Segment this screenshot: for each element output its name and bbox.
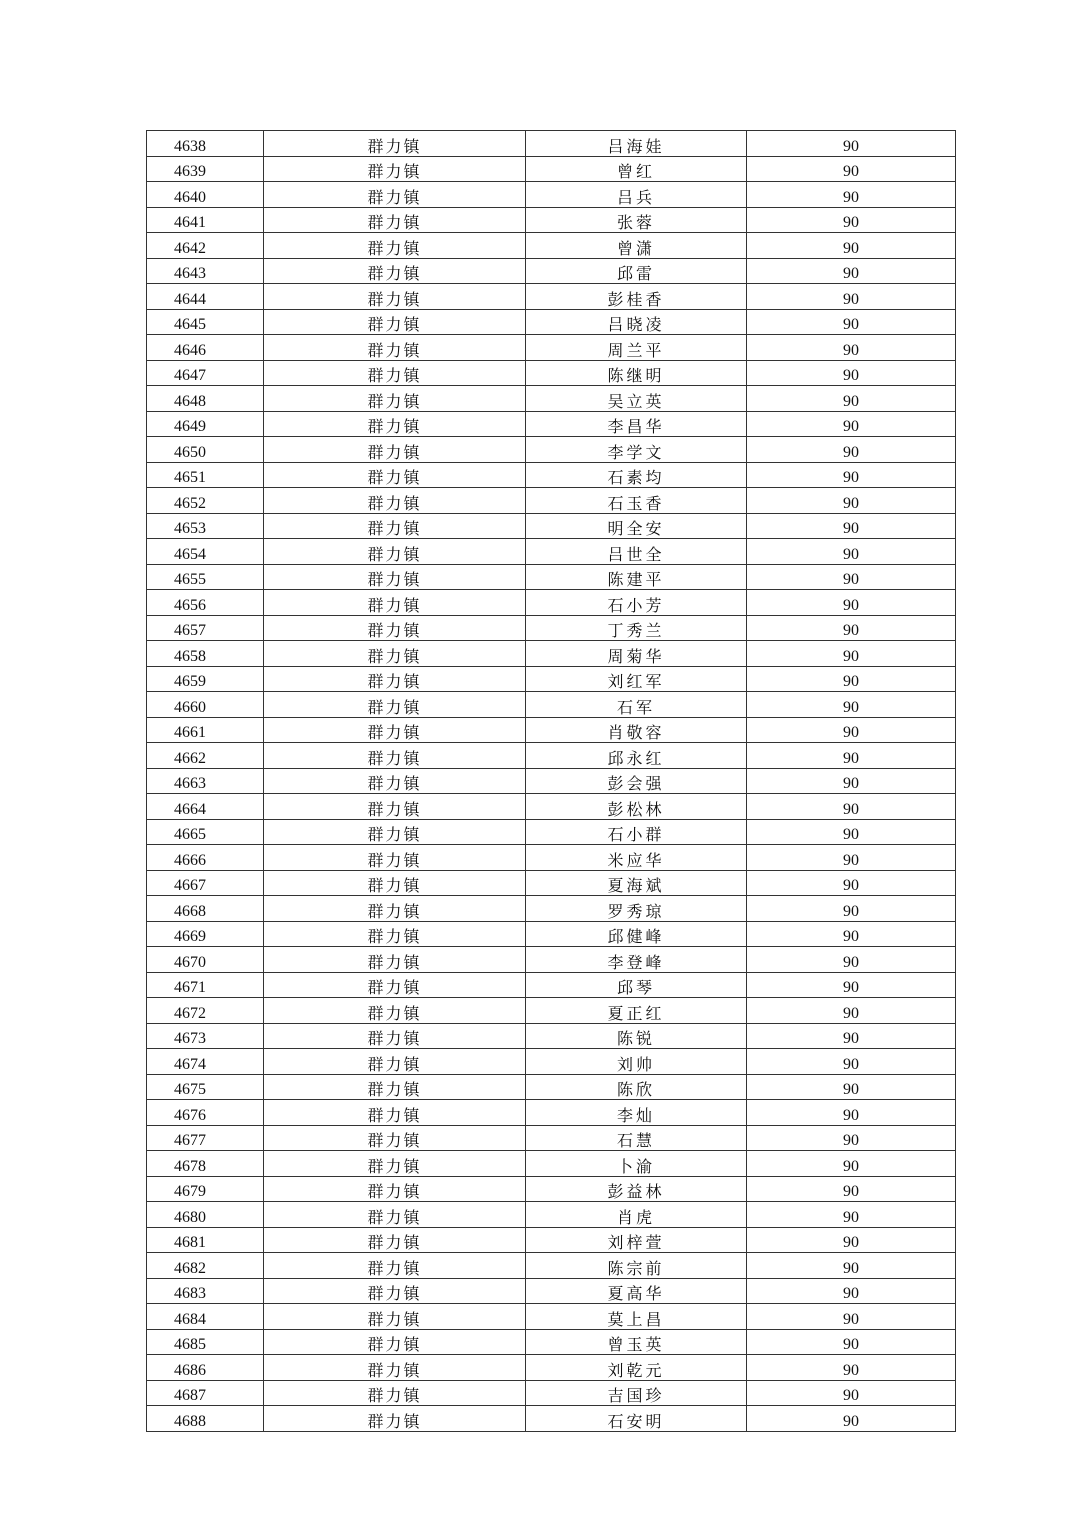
row-number-cell: 4678 — [147, 1151, 264, 1177]
score-cell: 90 — [747, 1023, 956, 1049]
town-cell: 群力镇 — [264, 1304, 526, 1330]
table-row — [147, 1023, 956, 1049]
person-name-cell: 石小群 — [526, 819, 747, 845]
row-number-cell: 4675 — [147, 1074, 264, 1100]
person-name-cell: 米应华 — [526, 845, 747, 871]
row-number-cell: 4686 — [147, 1355, 264, 1381]
person-name-cell: 李学文 — [526, 437, 747, 463]
row-number-cell: 4665 — [147, 819, 264, 845]
score-cell: 90 — [747, 641, 956, 667]
row-number-cell: 4684 — [147, 1304, 264, 1330]
table-row — [147, 768, 956, 794]
score-cell: 90 — [747, 1355, 956, 1381]
person-name-cell: 吴立英 — [526, 386, 747, 412]
row-number-cell: 4685 — [147, 1329, 264, 1355]
row-number-cell: 4669 — [147, 921, 264, 947]
score-cell: 90 — [747, 896, 956, 922]
person-name-cell: 张蓉 — [526, 207, 747, 233]
person-name-cell: 肖敬容 — [526, 717, 747, 743]
town-cell: 群力镇 — [264, 1380, 526, 1406]
person-name-cell: 石安明 — [526, 1406, 747, 1432]
table-row — [147, 386, 956, 412]
town-cell: 群力镇 — [264, 845, 526, 871]
person-name-cell: 石小芳 — [526, 590, 747, 616]
town-cell: 群力镇 — [264, 641, 526, 667]
town-cell: 群力镇 — [264, 1176, 526, 1202]
score-cell: 90 — [747, 692, 956, 718]
row-number-cell: 4654 — [147, 539, 264, 565]
table-row — [147, 896, 956, 922]
town-cell: 群力镇 — [264, 437, 526, 463]
person-name-cell: 曾潇 — [526, 233, 747, 259]
town-cell: 群力镇 — [264, 947, 526, 973]
table-row — [147, 462, 956, 488]
town-cell: 群力镇 — [264, 1125, 526, 1151]
score-cell: 90 — [747, 335, 956, 361]
town-cell: 群力镇 — [264, 972, 526, 998]
table-row — [147, 309, 956, 335]
score-cell: 90 — [747, 768, 956, 794]
table-row — [147, 335, 956, 361]
score-cell: 90 — [747, 309, 956, 335]
town-cell: 群力镇 — [264, 207, 526, 233]
person-name-cell: 夏高华 — [526, 1278, 747, 1304]
person-name-cell: 彭会强 — [526, 768, 747, 794]
score-cell: 90 — [747, 743, 956, 769]
person-name-cell: 明全安 — [526, 513, 747, 539]
town-cell: 群力镇 — [264, 870, 526, 896]
score-cell: 90 — [747, 615, 956, 641]
person-name-cell: 吉国珍 — [526, 1380, 747, 1406]
table-row — [147, 1074, 956, 1100]
town-cell: 群力镇 — [264, 794, 526, 820]
person-name-cell: 莫上昌 — [526, 1304, 747, 1330]
row-number-cell: 4651 — [147, 462, 264, 488]
row-number-cell: 4672 — [147, 998, 264, 1024]
score-cell: 90 — [747, 258, 956, 284]
row-number-cell: 4676 — [147, 1100, 264, 1126]
person-name-cell: 夏海斌 — [526, 870, 747, 896]
town-cell: 群力镇 — [264, 360, 526, 386]
row-number-cell: 4655 — [147, 564, 264, 590]
score-cell: 90 — [747, 564, 956, 590]
row-number-cell: 4680 — [147, 1202, 264, 1228]
row-number-cell: 4682 — [147, 1253, 264, 1279]
town-cell: 群力镇 — [264, 258, 526, 284]
town-cell: 群力镇 — [264, 182, 526, 208]
row-number-cell: 4642 — [147, 233, 264, 259]
table-row — [147, 1125, 956, 1151]
town-cell: 群力镇 — [264, 386, 526, 412]
score-cell: 90 — [747, 360, 956, 386]
table-row — [147, 717, 956, 743]
person-name-cell: 刘红军 — [526, 666, 747, 692]
roster-table-body — [147, 131, 956, 1432]
table-row — [147, 921, 956, 947]
table-row — [147, 182, 956, 208]
table-row — [147, 207, 956, 233]
table-row — [147, 539, 956, 565]
person-name-cell: 刘乾元 — [526, 1355, 747, 1381]
score-cell: 90 — [747, 462, 956, 488]
row-number-cell: 4679 — [147, 1176, 264, 1202]
table-row — [147, 819, 956, 845]
score-cell: 90 — [747, 386, 956, 412]
row-number-cell: 4673 — [147, 1023, 264, 1049]
table-row — [147, 845, 956, 871]
person-name-cell: 李灿 — [526, 1100, 747, 1126]
person-name-cell: 邱雷 — [526, 258, 747, 284]
town-cell: 群力镇 — [264, 921, 526, 947]
row-number-cell: 4687 — [147, 1380, 264, 1406]
table-row — [147, 972, 956, 998]
row-number-cell: 4638 — [147, 131, 264, 157]
row-number-cell: 4643 — [147, 258, 264, 284]
town-cell: 群力镇 — [264, 233, 526, 259]
score-cell: 90 — [747, 131, 956, 157]
score-cell: 90 — [747, 1176, 956, 1202]
person-name-cell: 吕兵 — [526, 182, 747, 208]
table-row — [147, 513, 956, 539]
score-cell: 90 — [747, 284, 956, 310]
town-cell: 群力镇 — [264, 666, 526, 692]
person-name-cell: 石玉香 — [526, 488, 747, 514]
row-number-cell: 4658 — [147, 641, 264, 667]
table-row — [147, 233, 956, 259]
score-cell: 90 — [747, 1380, 956, 1406]
town-cell: 群力镇 — [264, 743, 526, 769]
score-cell: 90 — [747, 717, 956, 743]
town-cell: 群力镇 — [264, 1151, 526, 1177]
row-number-cell: 4645 — [147, 309, 264, 335]
row-number-cell: 4664 — [147, 794, 264, 820]
score-cell: 90 — [747, 845, 956, 871]
person-name-cell: 李登峰 — [526, 947, 747, 973]
town-cell: 群力镇 — [264, 1278, 526, 1304]
score-cell: 90 — [747, 411, 956, 437]
score-cell: 90 — [747, 233, 956, 259]
row-number-cell: 4647 — [147, 360, 264, 386]
row-number-cell: 4646 — [147, 335, 264, 361]
town-cell: 群力镇 — [264, 131, 526, 157]
person-name-cell: 刘帅 — [526, 1049, 747, 1075]
table-row — [147, 437, 956, 463]
person-name-cell: 陈继明 — [526, 360, 747, 386]
person-name-cell: 邱健峰 — [526, 921, 747, 947]
town-cell: 群力镇 — [264, 1355, 526, 1381]
person-name-cell: 吕世全 — [526, 539, 747, 565]
row-number-cell: 4639 — [147, 156, 264, 182]
table-row — [147, 998, 956, 1024]
score-cell: 90 — [747, 666, 956, 692]
town-cell: 群力镇 — [264, 692, 526, 718]
table-row — [147, 284, 956, 310]
table-row — [147, 411, 956, 437]
score-cell: 90 — [747, 1049, 956, 1075]
table-row — [147, 1380, 956, 1406]
town-cell: 群力镇 — [264, 896, 526, 922]
table-row — [147, 1278, 956, 1304]
row-number-cell: 4648 — [147, 386, 264, 412]
town-cell: 群力镇 — [264, 819, 526, 845]
town-cell: 群力镇 — [264, 284, 526, 310]
table-row — [147, 615, 956, 641]
person-name-cell: 李昌华 — [526, 411, 747, 437]
table-row — [147, 1151, 956, 1177]
table-row — [147, 488, 956, 514]
row-number-cell: 4640 — [147, 182, 264, 208]
table-row — [147, 666, 956, 692]
person-name-cell: 邱永红 — [526, 743, 747, 769]
score-cell: 90 — [747, 182, 956, 208]
row-number-cell: 4659 — [147, 666, 264, 692]
row-number-cell: 4674 — [147, 1049, 264, 1075]
town-cell: 群力镇 — [264, 1227, 526, 1253]
town-cell: 群力镇 — [264, 1100, 526, 1126]
row-number-cell: 4663 — [147, 768, 264, 794]
person-name-cell: 曾红 — [526, 156, 747, 182]
person-name-cell: 彭松林 — [526, 794, 747, 820]
table-row — [147, 156, 956, 182]
row-number-cell: 4688 — [147, 1406, 264, 1432]
table-row — [147, 743, 956, 769]
person-name-cell: 丁秀兰 — [526, 615, 747, 641]
row-number-cell: 4683 — [147, 1278, 264, 1304]
table-row — [147, 1202, 956, 1228]
person-name-cell: 夏正红 — [526, 998, 747, 1024]
town-cell: 群力镇 — [264, 1406, 526, 1432]
person-name-cell: 肖虎 — [526, 1202, 747, 1228]
town-cell: 群力镇 — [264, 1049, 526, 1075]
row-number-cell: 4661 — [147, 717, 264, 743]
person-name-cell: 吕晓凌 — [526, 309, 747, 335]
score-cell: 90 — [747, 156, 956, 182]
score-cell: 90 — [747, 488, 956, 514]
score-cell: 90 — [747, 1304, 956, 1330]
score-cell: 90 — [747, 819, 956, 845]
row-number-cell: 4656 — [147, 590, 264, 616]
town-cell: 群力镇 — [264, 462, 526, 488]
town-cell: 群力镇 — [264, 768, 526, 794]
person-name-cell: 陈建平 — [526, 564, 747, 590]
table-row — [147, 1100, 956, 1126]
row-number-cell: 4670 — [147, 947, 264, 973]
town-cell: 群力镇 — [264, 1329, 526, 1355]
table-row — [147, 1406, 956, 1432]
score-cell: 90 — [747, 947, 956, 973]
town-cell: 群力镇 — [264, 998, 526, 1024]
table-row — [147, 1355, 956, 1381]
row-number-cell: 4652 — [147, 488, 264, 514]
row-number-cell: 4650 — [147, 437, 264, 463]
row-number-cell: 4657 — [147, 615, 264, 641]
score-cell: 90 — [747, 1202, 956, 1228]
score-cell: 90 — [747, 539, 956, 565]
person-name-cell: 陈欣 — [526, 1074, 747, 1100]
score-cell: 90 — [747, 870, 956, 896]
row-number-cell: 4649 — [147, 411, 264, 437]
table-row — [147, 1049, 956, 1075]
row-number-cell: 4660 — [147, 692, 264, 718]
score-cell: 90 — [747, 437, 956, 463]
score-cell: 90 — [747, 1100, 956, 1126]
score-cell: 90 — [747, 972, 956, 998]
row-number-cell: 4644 — [147, 284, 264, 310]
town-cell: 群力镇 — [264, 1074, 526, 1100]
score-cell: 90 — [747, 1406, 956, 1432]
row-number-cell: 4671 — [147, 972, 264, 998]
table-row — [147, 1176, 956, 1202]
score-cell: 90 — [747, 590, 956, 616]
row-number-cell: 4662 — [147, 743, 264, 769]
town-cell: 群力镇 — [264, 539, 526, 565]
town-cell: 群力镇 — [264, 513, 526, 539]
town-cell: 群力镇 — [264, 309, 526, 335]
person-name-cell: 刘梓萱 — [526, 1227, 747, 1253]
row-number-cell: 4666 — [147, 845, 264, 871]
person-name-cell: 石素均 — [526, 462, 747, 488]
town-cell: 群力镇 — [264, 156, 526, 182]
town-cell: 群力镇 — [264, 488, 526, 514]
table-row — [147, 1227, 956, 1253]
row-number-cell: 4667 — [147, 870, 264, 896]
town-cell: 群力镇 — [264, 615, 526, 641]
person-name-cell: 吕海娃 — [526, 131, 747, 157]
table-row — [147, 794, 956, 820]
person-name-cell: 石慧 — [526, 1125, 747, 1151]
person-name-cell: 彭益林 — [526, 1176, 747, 1202]
score-cell: 90 — [747, 1227, 956, 1253]
score-cell: 90 — [747, 1278, 956, 1304]
person-name-cell: 曾玉英 — [526, 1329, 747, 1355]
roster-table — [146, 130, 956, 1432]
score-cell: 90 — [747, 1074, 956, 1100]
score-cell: 90 — [747, 998, 956, 1024]
score-cell: 90 — [747, 921, 956, 947]
table-row — [147, 360, 956, 386]
town-cell: 群力镇 — [264, 335, 526, 361]
person-name-cell: 石军 — [526, 692, 747, 718]
table-row — [147, 1304, 956, 1330]
person-name-cell: 陈锐 — [526, 1023, 747, 1049]
table-row — [147, 947, 956, 973]
row-number-cell: 4668 — [147, 896, 264, 922]
table-row — [147, 1253, 956, 1279]
person-name-cell: 罗秀琼 — [526, 896, 747, 922]
person-name-cell: 彭桂香 — [526, 284, 747, 310]
table-row — [147, 258, 956, 284]
table-row — [147, 870, 956, 896]
table-row — [147, 564, 956, 590]
town-cell: 群力镇 — [264, 1253, 526, 1279]
row-number-cell: 4653 — [147, 513, 264, 539]
town-cell: 群力镇 — [264, 1202, 526, 1228]
table-row — [147, 641, 956, 667]
row-number-cell: 4677 — [147, 1125, 264, 1151]
row-number-cell: 4641 — [147, 207, 264, 233]
table-row — [147, 131, 956, 157]
score-cell: 90 — [747, 1151, 956, 1177]
town-cell: 群力镇 — [264, 1023, 526, 1049]
score-cell: 90 — [747, 207, 956, 233]
town-cell: 群力镇 — [264, 590, 526, 616]
town-cell: 群力镇 — [264, 564, 526, 590]
row-number-cell: 4681 — [147, 1227, 264, 1253]
score-cell: 90 — [747, 1125, 956, 1151]
table-row — [147, 590, 956, 616]
person-name-cell: 卜渝 — [526, 1151, 747, 1177]
person-name-cell: 周兰平 — [526, 335, 747, 361]
town-cell: 群力镇 — [264, 411, 526, 437]
person-name-cell: 邱琴 — [526, 972, 747, 998]
score-cell: 90 — [747, 794, 956, 820]
table-row — [147, 692, 956, 718]
score-cell: 90 — [747, 1329, 956, 1355]
person-name-cell: 周菊华 — [526, 641, 747, 667]
score-cell: 90 — [747, 1253, 956, 1279]
town-cell: 群力镇 — [264, 717, 526, 743]
person-name-cell: 陈宗前 — [526, 1253, 747, 1279]
score-cell: 90 — [747, 513, 956, 539]
table-row — [147, 1329, 956, 1355]
